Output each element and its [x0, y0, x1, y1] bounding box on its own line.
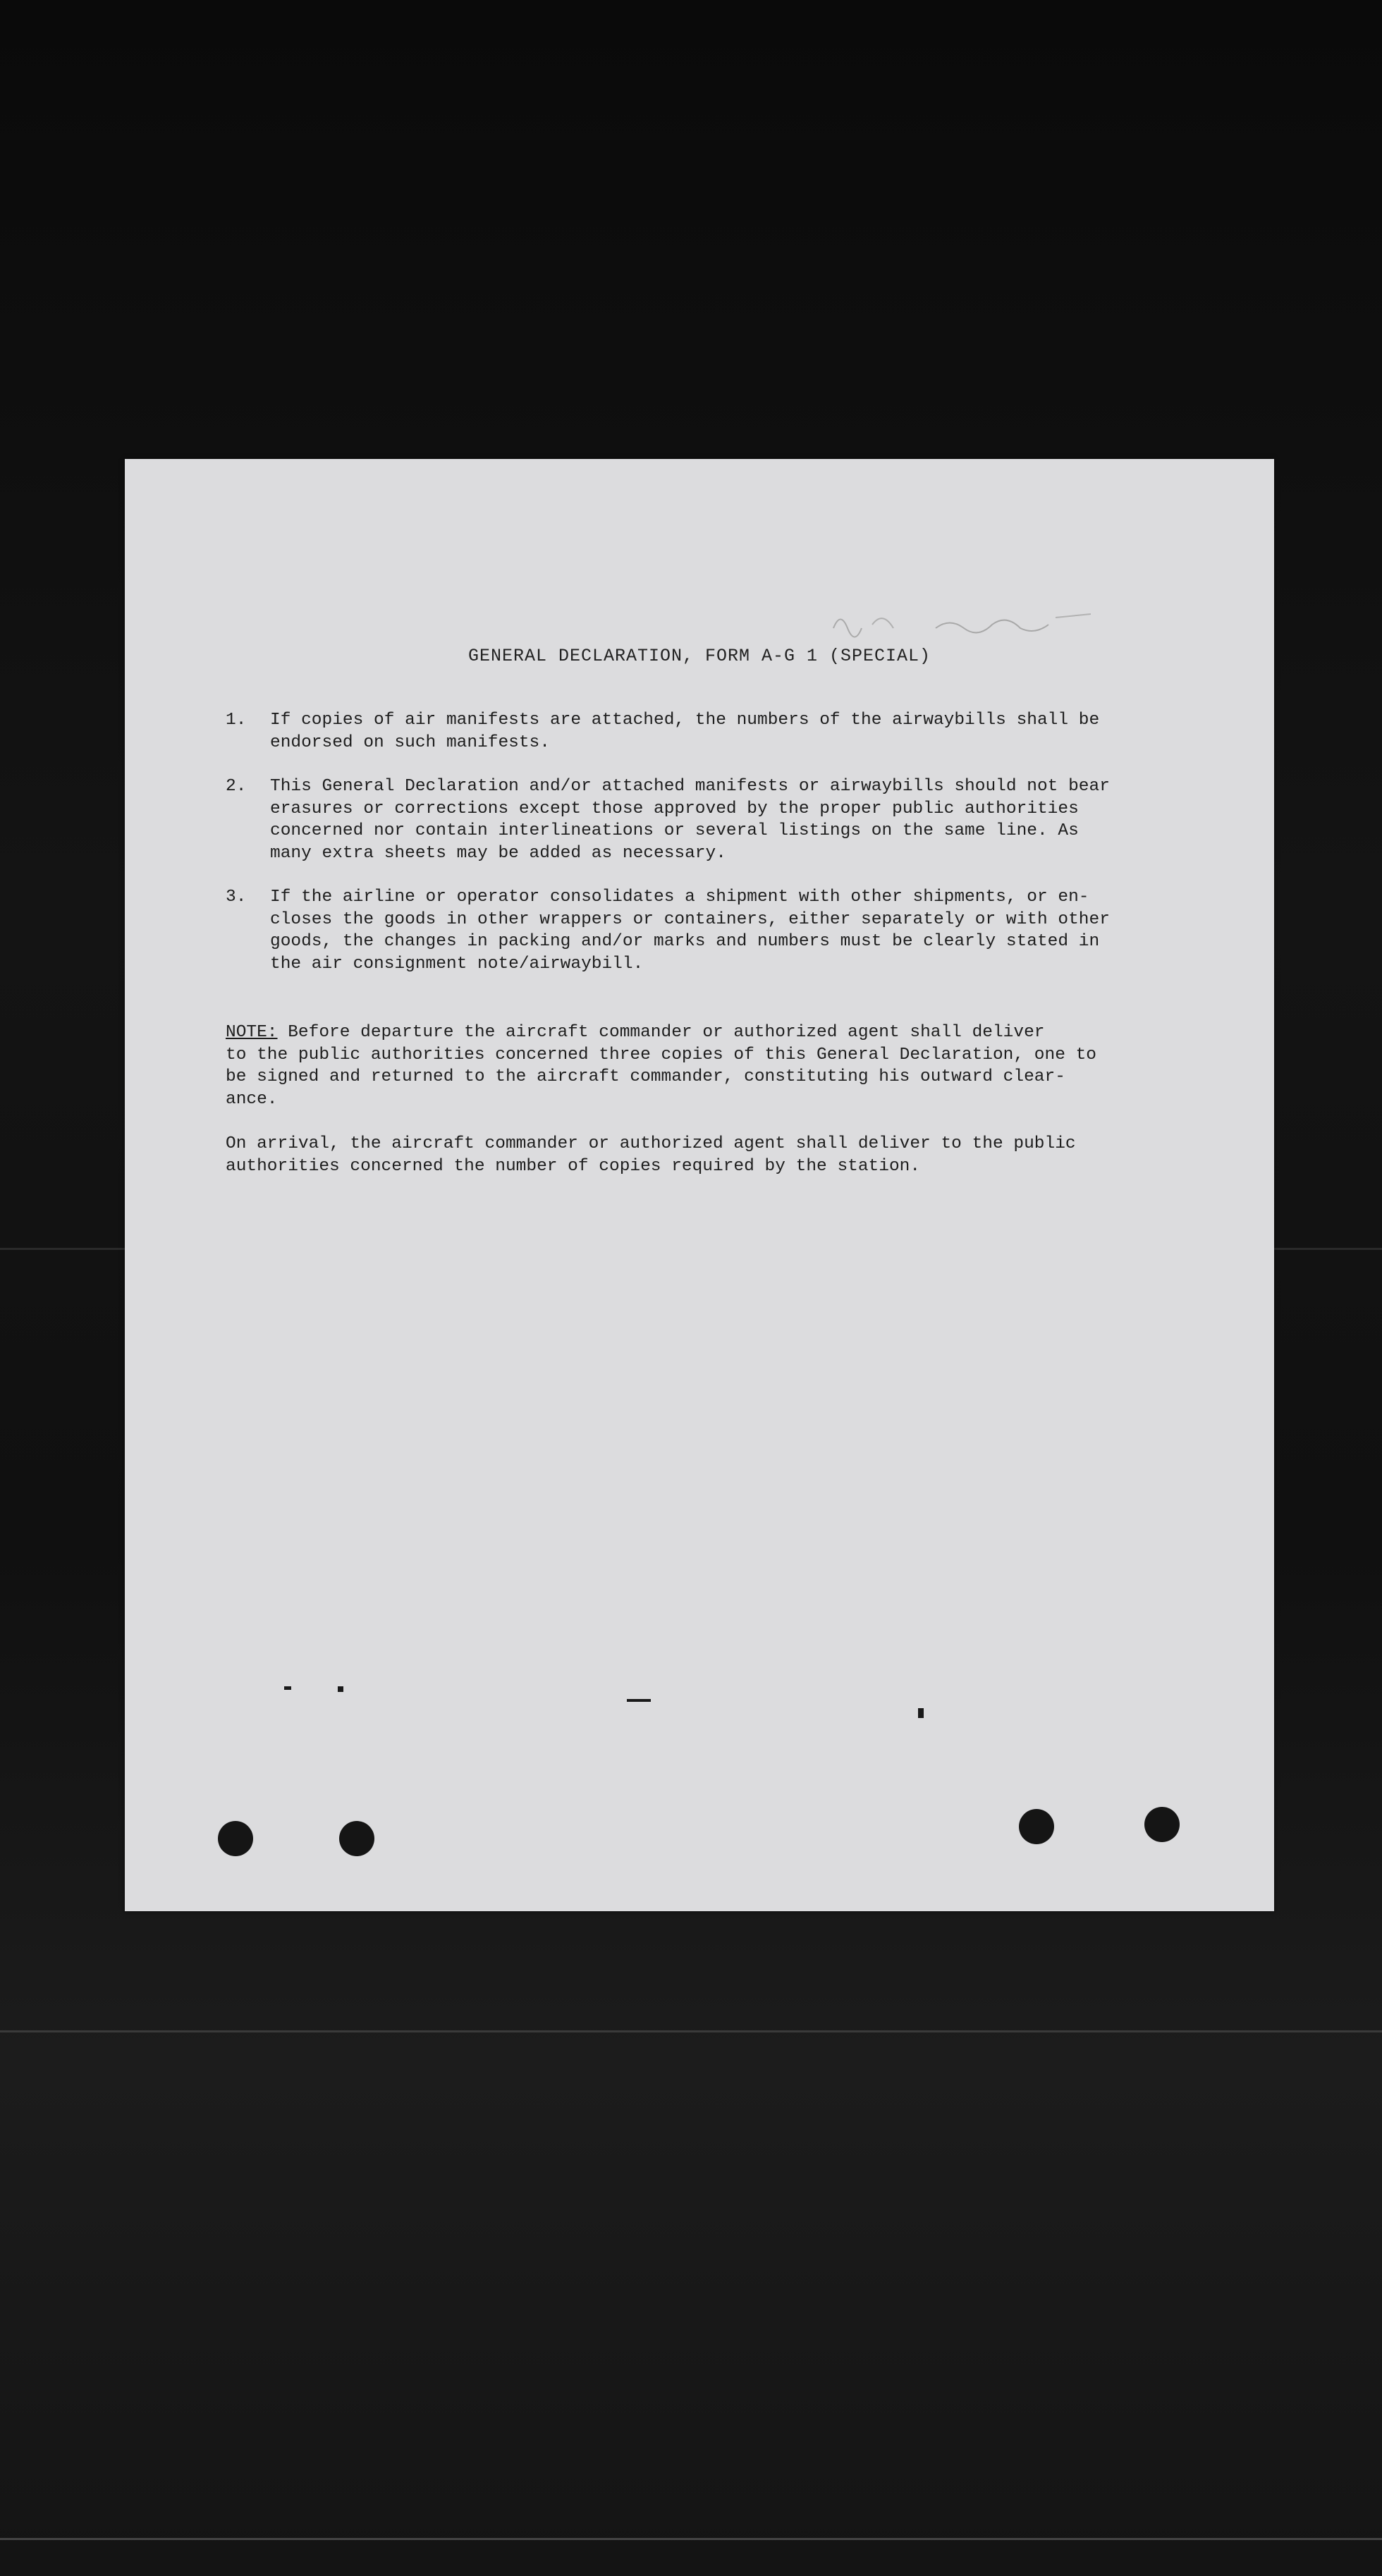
list-item-text: If copies of air manifests are attached, the numbers of the airwaybills shall be endorsed on such manifests.	[270, 711, 1100, 752]
handwritten-annotation	[830, 600, 1126, 649]
list-item	[226, 886, 1178, 975]
list-item-number: 1.	[226, 711, 247, 730]
list-item	[226, 709, 1178, 754]
list-item-number: 2.	[226, 777, 247, 796]
scan-speck	[918, 1708, 924, 1718]
punch-hole	[1019, 1809, 1054, 1844]
scan-artifact-line	[0, 2030, 1382, 2032]
list-item-text: If the airline or operator consolidates a shipment with other shipments, or en- closes the goods in other wrappers or containers, either separately or with other goods, the changes in packing and/or marks and numbers must be clearly stated in the air consignment note/airwaybill.	[270, 888, 1110, 974]
scan-artifact-line	[0, 2538, 1382, 2540]
punch-hole	[339, 1821, 374, 1856]
scan-speck	[627, 1699, 651, 1702]
arrival-paragraph: On arrival, the aircraft commander or authorized agent shall deliver to the public authorities concerned the number of copies required by the station.	[226, 1134, 1076, 1176]
list-item-text: This General Declaration and/or attached manifests or airwaybills should not bear erasures or corrections except those approved by the proper public authorities concerned nor contain interlineations or several listings on the same line. As many extra sheets may be added as necessary.	[270, 777, 1110, 863]
document-title: GENERAL DECLARATION, FORM A-G 1 (SPECIAL)	[467, 646, 931, 666]
note-text: Before departure the aircraft commander or authorized agent shall deliver to the public authorities concerned three copies of this General Declaration, one to be signed and returned to the aircraft commander, constituting his outward clear- ance.	[226, 1023, 1097, 1109]
punch-hole	[218, 1821, 253, 1856]
note-label: NOTE:	[226, 1023, 278, 1042]
punch-hole	[1144, 1807, 1180, 1842]
scan-speck	[284, 1686, 291, 1690]
document-page	[125, 459, 1274, 1911]
note-paragraph	[226, 1022, 1178, 1110]
scan-speck	[338, 1686, 343, 1692]
list-item-number: 3.	[226, 888, 247, 907]
list-item	[226, 775, 1178, 864]
